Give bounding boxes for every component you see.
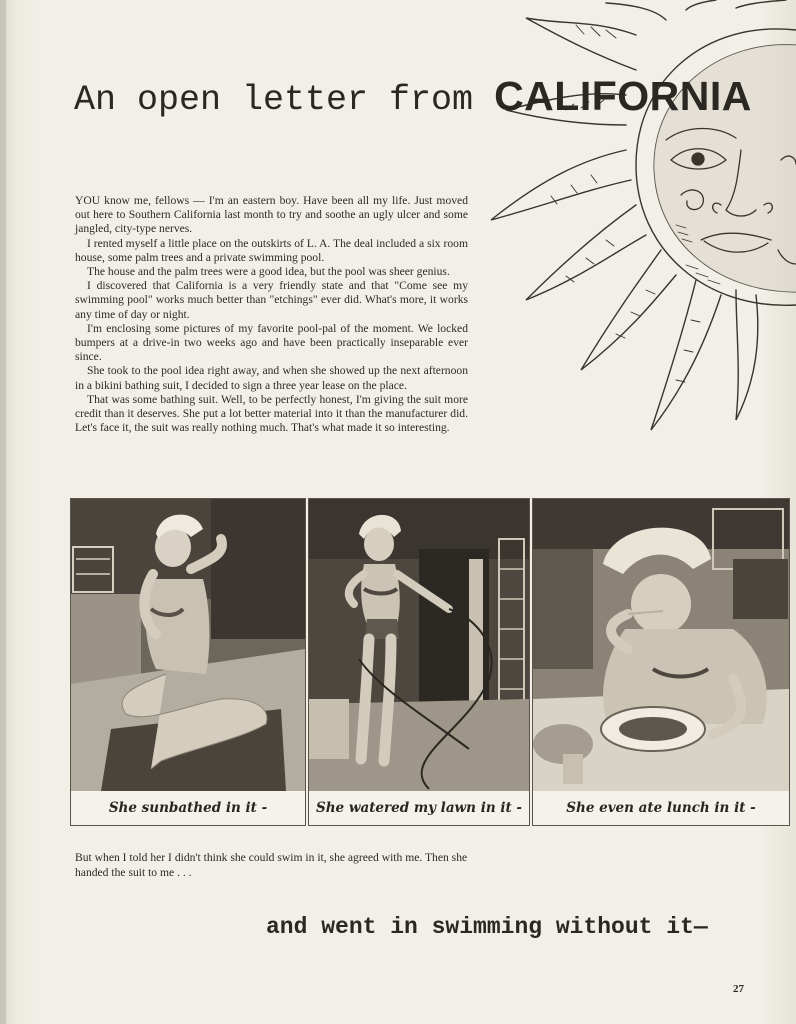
title-lead: An open letter from bbox=[74, 80, 495, 120]
letter-paragraph: I rented myself a little place on the outskirts of L. A. The deal included a six room house, some palm trees and a private swimming pool. bbox=[75, 236, 468, 264]
page-number: 27 bbox=[733, 983, 744, 995]
letter-paragraph: The house and the palm trees were a good idea, but the pool was sheer genius. bbox=[87, 265, 450, 279]
letter-paragraph: That was some bathing suit. Well, to be perfectly honest, I'm giving the suit more credit than it deserves. She put a lot better material into it than the manufacturer did. Let's face it, the suit was really nothing much. That's what made it so interesting. bbox=[75, 392, 468, 435]
photo-panel-watering bbox=[308, 498, 530, 826]
photo-caption: She watered my lawn in it - bbox=[315, 800, 523, 816]
letter-paragraph: She took to the pool idea right away, and when she showed up the next afternoon in a bikini bathing suit, I decided to sign a three year lease on the place. bbox=[75, 364, 468, 392]
punchline: and went in swimming without it— bbox=[266, 914, 708, 940]
letter-paragraph: I discovered that California is a very friendly state and that "Come see my swimming pool" works much better than "etchings" ever did. What's more, it works any time of day or night. bbox=[75, 279, 468, 321]
photo-caption: She even ate lunch in it - bbox=[566, 800, 756, 816]
page-title bbox=[74, 72, 752, 120]
page-gutter bbox=[0, 0, 6, 1024]
photo-watering bbox=[309, 499, 529, 791]
photo-panel-sunbathing bbox=[70, 498, 306, 826]
letter-body bbox=[75, 194, 468, 435]
photo-caption: She sunbathed in it - bbox=[108, 800, 268, 816]
closing-paragraph: But when I told her I didn't think she could swim in it, she agreed with me. Then she handed the suit to me . . . bbox=[75, 851, 468, 879]
photo-strip bbox=[70, 498, 790, 826]
title-emphasis: CALIFORNIA bbox=[494, 73, 752, 119]
sun-face-illustration bbox=[486, 0, 796, 440]
letter-paragraph: I'm enclosing some pictures of my favorite pool-pal of the moment. We locked bumpers at a drive-in two weeks ago and have been practically inseparable ever since. bbox=[75, 321, 468, 364]
photo-lunch bbox=[533, 499, 789, 791]
photo-sunbathing bbox=[71, 499, 305, 791]
letter-paragraph: YOU know me, fellows — I'm an eastern boy. Have been all my life. Just moved out here to Southern California last month to try and soothe an ugly ulcer and some jangled, city-type nerves. bbox=[75, 194, 468, 236]
photo-panel-lunch bbox=[532, 498, 790, 826]
